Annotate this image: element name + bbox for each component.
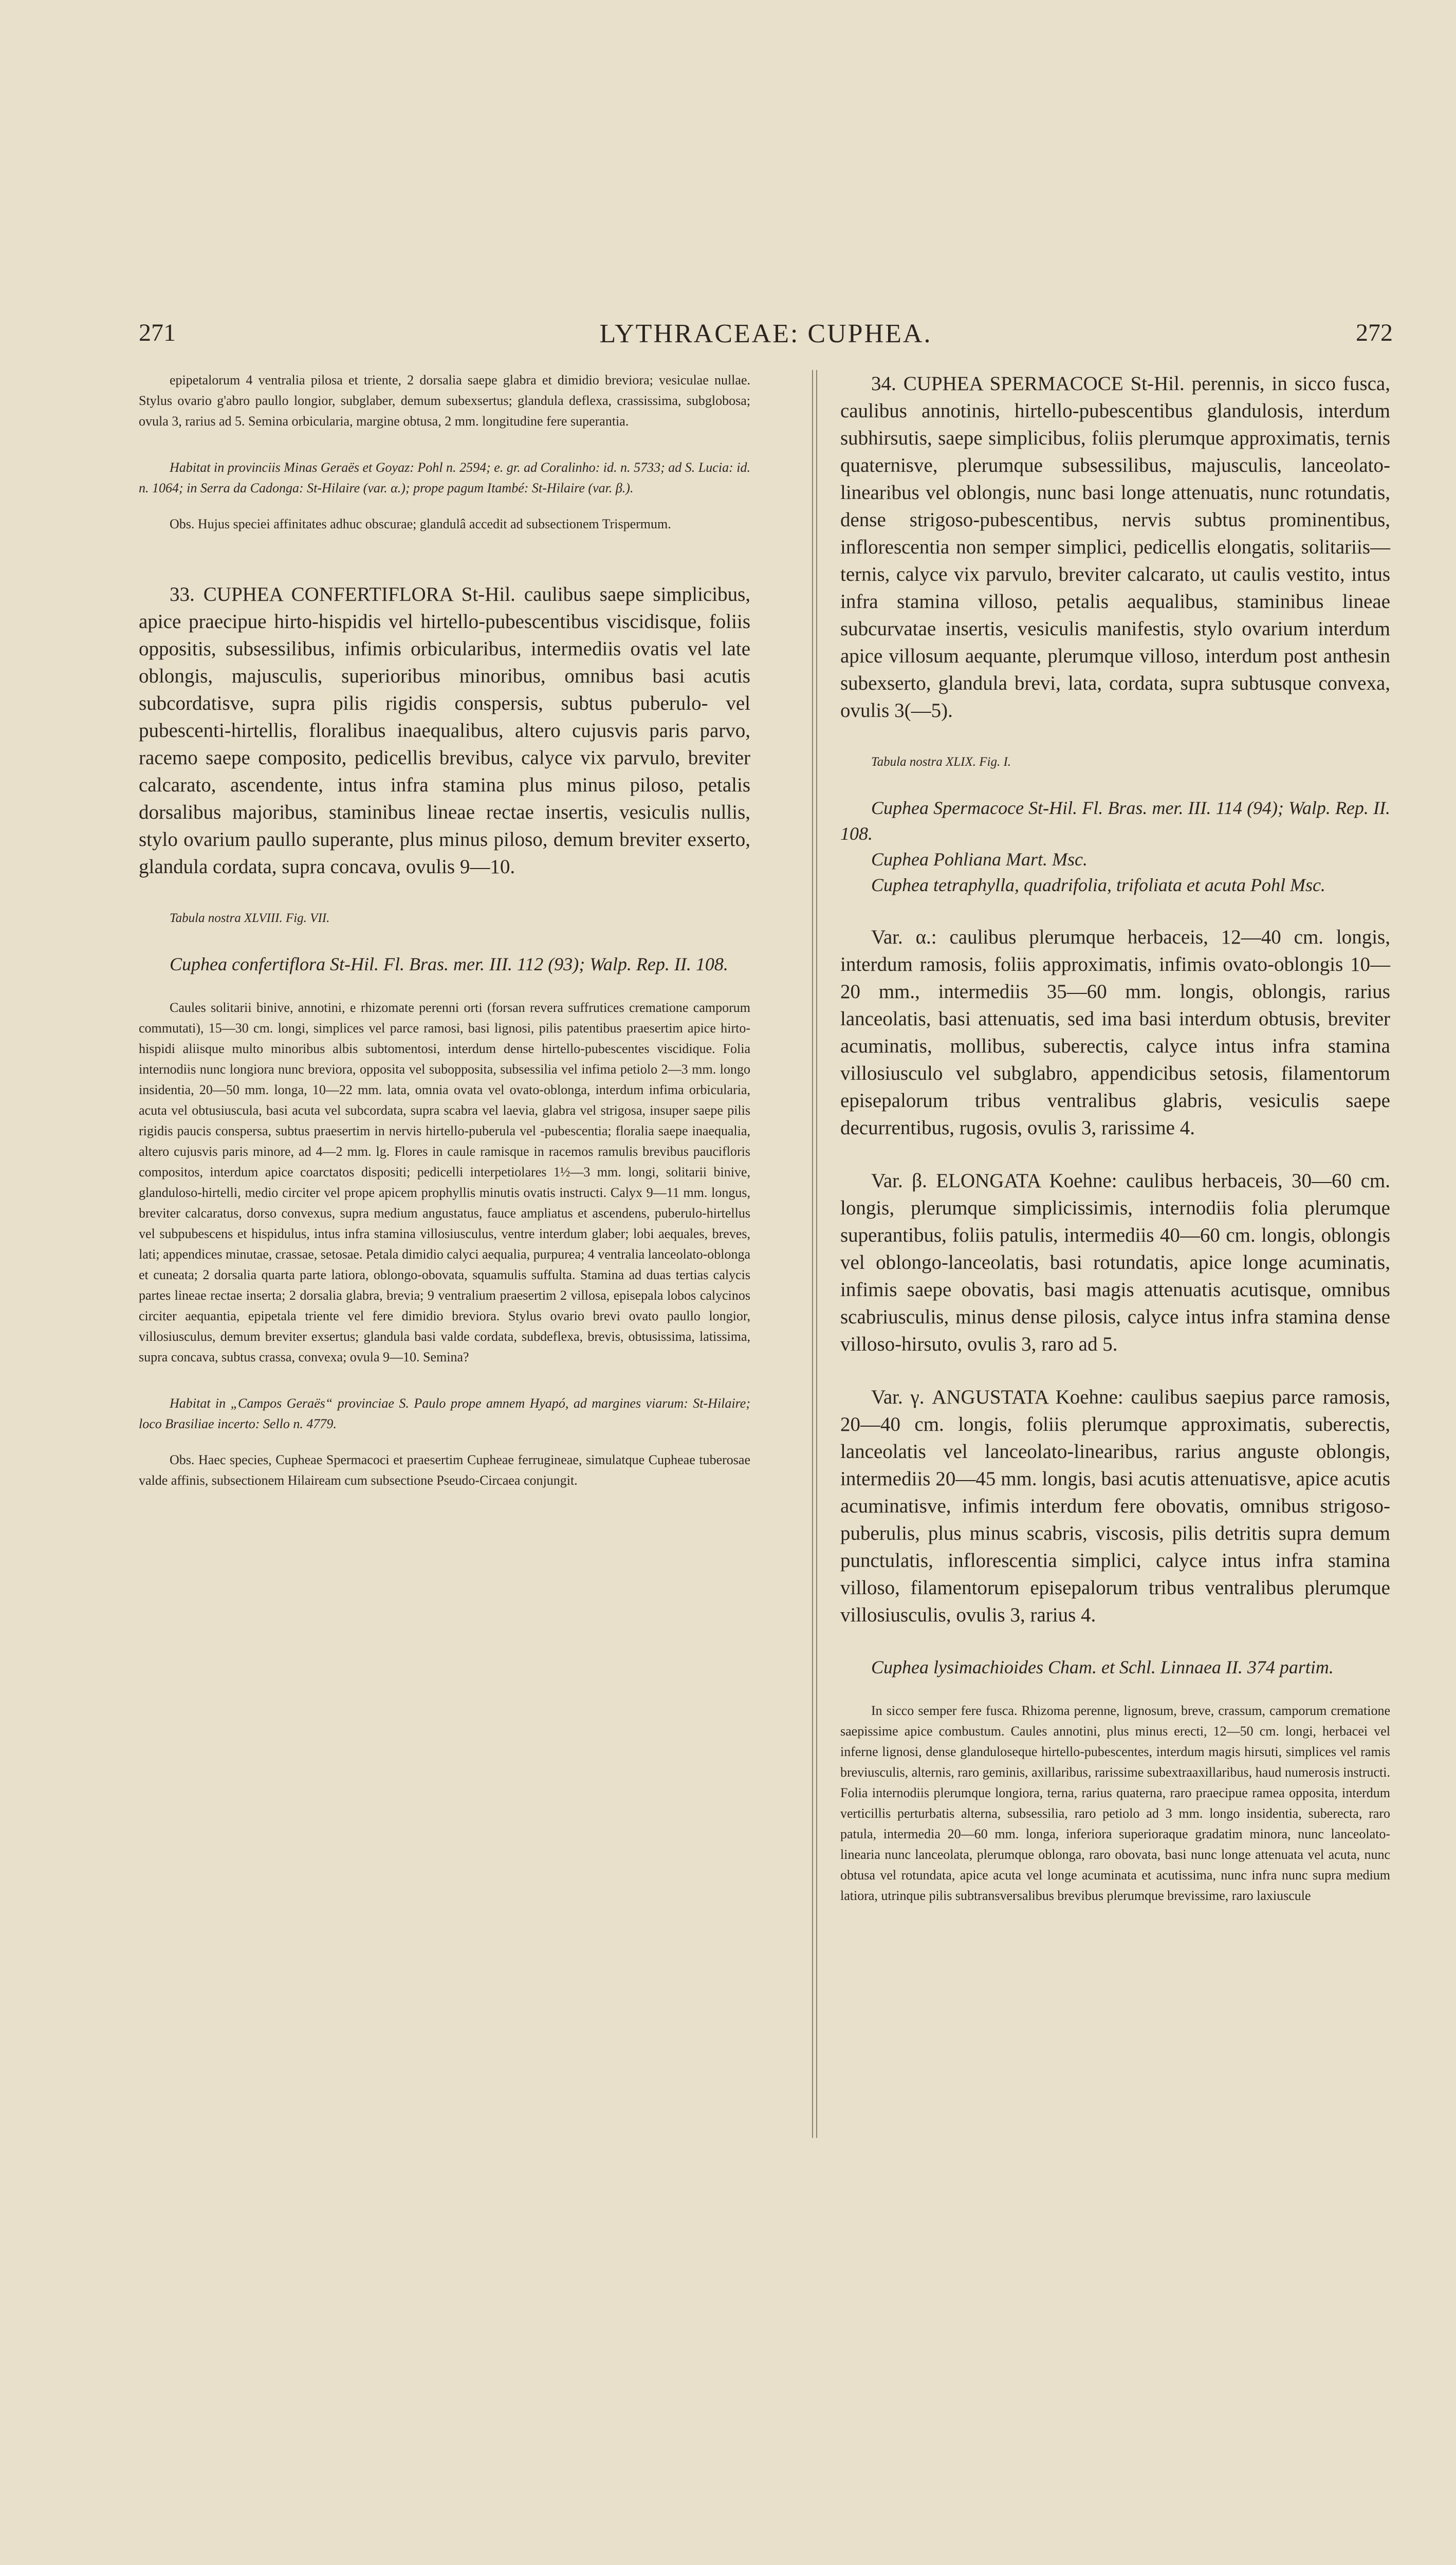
page-header — [139, 319, 1393, 349]
synonym: Cuphea tetraphylla, quadrifolia, trifoliata et acuta Pohl Msc. — [871, 875, 1325, 895]
page-number-left: 271 — [139, 319, 176, 346]
species-33-diagnosis: 33. CUPHEA CONFERTIFLORA St-Hil. caulibus saepe simplicibus, apice praecipue hirto-hispidis vel hirtello-pubescentibus viscidisque, foliis oppositis, subsessilibus, infimis orbicularibus, intermediis ovatis vel late oblongis, majusculis, superioribus minoribus, omnibus basi acutis subcordatisve, supra pilis rigidis conspersis, subtus puberulo- vel pubescenti-hirtellis, floralibus inaequalibus, altero cujusvis paris parvo, racemo saepe composito, pedicellis brevibus, calyce vix parvulo, breviter calcarato, ascendente, intus infra stamina plus minus piloso, petalis dorsalibus majoribus, staminibus lineae rectae insertis, vesiculis nullis, stylo ovarium paullo superante, plus minus piloso, demum breviter exserto, glandula cordata, supra concava, ovulis 9—10. — [139, 583, 750, 878]
variety-alpha: Var. α.: caulibus plerumque herbaceis, 12—40 cm. longis, interdum ramosis, foliis approximatis, infimis ovato-oblongis 10—20 mm., intermediis 35—60 mm. longis, oblongis, rarius lanceolatis, basi attenuatis, sed ima basi interdum obtusis, breviter acuminatis, mollibus, suberectis, calyce intus infra stamina villosiusculo vel subglabro, appendicibus setosis, filamentorum episepalorum tribus ventralibus glabris, vesiculis saepe decurrentibus, rugosis, ovulis 3, rarissime 4. — [840, 926, 1390, 1139]
habitat-paragraph: Habitat in provinciis Minas Geraës et Goyaz: Pohl n. 2594; e. gr. ad Coralinho: id. n. 5733; ad S. Lucia: id. n. 1064; in Serra da Cadonga: St-Hilaire (var. α.); prope pagum Itambé: St-Hilaire (var. β.). — [139, 460, 750, 495]
description-paragraph: In sicco semper fere fusca. Rhizoma perenne, lignosum, breve, crassum, camporum crematione saepissime apice combustum. Caules annotini, plus minus erecti, 12—50 cm. longi, herbacei vel inferne lignosi, dense glanduloseque hirtello-pubescentes, interdum magis hirsuti, simplices vel ramis breviusculis, alternis, raro geminis, axillaribus, rarissime subextraaxillaribus, haud numerosis instructi. Folia internodiis plerumque longiora, terna, rarius quaterna, raro praecipue ramea opposita, interdum verticillis perturbatis alterna, subsessilia, raro petiolo ad 3 mm. longo insidentia, suberecta, raro patula, intermedia 20—60 mm. longa, inferiora superioraque gradatim minora, nunc lanceolato-linearia nunc lanceolata, plerumque oblonga, raro obovata, basi nunc longe attenuata vel acuta, nunc obtusa vel rotundata, apice acuta vel longe acuminata et acutissima, nunc infra nunc supra medium latiora, utrinque pilis subtransversalibus brevibus plerumque brevissime, raro laxiuscule — [840, 1703, 1390, 1903]
observation-paragraph: Obs. Hujus speciei affinitates adhuc obscurae; glandulâ accedit ad subsectionem Trispermum. — [170, 516, 671, 531]
synonym: Cuphea Pohliana Mart. Msc. — [871, 849, 1088, 870]
habitat-paragraph: Habitat in „Campos Geraës“ provinciae S. Paulo prope amnem Hyapó, ad margines viarum: St-Hilaire; loco Brasiliae incerto: Sello n. 4779. — [139, 1396, 750, 1431]
plate-reference: Tabula nostra XLVIII. Fig. VII. — [170, 911, 330, 925]
synonym: Cuphea confertiflora St-Hil. Fl. Bras. mer. III. 112 (93); Walp. Rep. II. 108. — [170, 954, 728, 974]
observation-paragraph: Obs. Haec species, Cupheae Spermacoci et praesertim Cupheae ferrugineae, simulatque Cupheae tuberosae valde affinis, subsectionem Hilaiream cum subsectione Pseudo-Circaea conjungit. — [139, 1452, 750, 1488]
intro-paragraph: epipetalorum 4 ventralia pilosa et triente, 2 dorsalia saepe glabra et dimidio breviora; vesiculae nullae. Stylus ovario g'abro paullo longior, subglaber, demum subexsertus; glandula deflexa, crassissima, subglobosa; ovula 3, rarius ad 5. Semina orbicularia, margine obtusa, 2 mm. longitudine fere superantia. — [139, 373, 750, 429]
column-divider — [812, 370, 817, 2138]
synonym: Cuphea Spermacoce St-Hil. Fl. Bras. mer. III. 114 (94); Walp. Rep. II. 108. — [840, 798, 1390, 844]
species-34-diagnosis: 34. CUPHEA SPERMACOCE St-Hil. perennis, in sicco fusca, caulibus annotinis, hirtello-pubescentibus glandulosis, interdum subhirsutis, saepe simplicibus, foliis plerumque approximatis, ternis quaternisve, plerumque subsessilibus, majusculis, lanceolato-linearibus vel oblongis, nunc basi longe attenuatis, nunc rotundatis, dense strigoso-pubescentibus, nervis subtus prominentibus, inflorescentia non semper simplici, pedicellis elongatis, solitariis—ternis, calyce vix parvulo, breviter calcarato, ut caulis vestito, intus infra stamina villoso, petalis aequalibus, staminibus lineae subcurvatae insertis, vesiculis manifestis, stylo ovarium interdum apice villosum aequante, plerumque villoso, interdum post anthesin subexserto, glandula brevi, lata, cordata, supra subtusque convexa, ovulis 3(—5). — [840, 373, 1390, 722]
right-column — [840, 370, 1390, 1906]
synonym: Cuphea lysimachioides Cham. et Schl. Linnaea II. 374 partim. — [871, 1657, 1334, 1677]
description-paragraph: Caules solitarii binive, annotini, e rhizomate perenni orti (forsan revera suffrutices crematione camporum commutati), 15—30 cm. longi, simplices vel parce ramosi, basi lignosi, pilis patentibus praesertim apice hirto-hispidi aliisque multo minoribus albis subtomentosi, interdum dense hirtello-pubescentes viscidique. Folia internodiis nunc longiora nunc breviora, opposita vel subopposita, subsessilia vel infima petiolo 2—3 mm. longo insidentia, 20—50 mm. longa, 10—22 mm. lata, omnia ovata vel ovato-oblonga, interdum infima orbicularia, acuta vel obtusiuscula, basi acuta vel subcordata, supra scabra vel laevia, glabra vel strigosa, insuper saepe pilis rigidis paucis conspersa, subtus praesertim in nervis hirtello-puberula vel -pubescentia; floralia saepe inaequalia, altero cujusvis paris minore, ad 4—2 mm. lg. Flores in caule ramisque in racemos ramulis brevibus paucifloris compositos, interdum apice coarctatos dispositi; pedicelli interpetiolares 1½—3 mm. longi, solitarii binive, glanduloso-hirtelli, medio circiter vel prope apicem prophyllis minutis ovatis instructi. Calyx 9—11 mm. longus, breviter calcaratus, dorso convexus, supra medium angustatus, fauce ampliatus et ascendens, puberulo-hirtellus vel subpubescens et hispidulus, intus infra stamina villosiusculus, ventre interdum glaber; lobi aequales, breves, lati; appendices minutae, crassae, setosae. Petala dimidio calyci aequalia, purpurea; 4 ventralia lanceolato-oblonga et cuneata; 2 dorsalia quarta parte latiora, oblongo-obovata, squamulis suffulta. Stamina ad duas tertias calycis partes lineae rectae inserta; 2 dorsalia glabra, brevia; 9 ventralium praesertim 2 villosa, episepala lobos calycinos circiter aequantia, epipetala triente vel fere dimidio breviora. Stylus ovario brevi ovato paullo longior, villosiusculus, demum breviter exsertus; glandula basi valde cordata, subdeflexa, brevis, obtusissima, latissima, supra concava, subtus crassa, convexa; ovula 9—10. Semina? — [139, 1000, 750, 1364]
page-number-right: 272 — [1356, 319, 1393, 346]
plate-reference: Tabula nostra XLIX. Fig. I. — [871, 755, 1011, 769]
left-column — [139, 370, 750, 1491]
variety-gamma: Var. γ. ANGUSTATA Koehne: caulibus saepius parce ramosis, 20—40 cm. longis, foliis plerumque approximatis, suberectis, lanceolatis vel lanceolato-linearibus, rarius anguste oblongis, intermediis 20—45 mm. longis, basi acutis attenuatisve, apice acutis acuminatisve, infimis interdum fere obovatis, omnibus strigoso-puberulis, plus minus scabris, viscosis, pilis detritis supra demum punctulatis, inflorescentia simplici, calyce intus infra stamina villoso, filamentorum episepalorum tribus ventralibus plerumque villosiusculis, ovulis 3, rarius 4. — [840, 1386, 1390, 1626]
running-title: LYTHRACEAE: CUPHEA. — [599, 319, 932, 348]
variety-beta: Var. β. ELONGATA Koehne: caulibus herbaceis, 30—60 cm. longis, plerumque simplicissimis, internodiis folia plerumque superantibus, foliis patulis, intermediis 40—60 cm. longis, oblongis vel oblongo-lanceolatis, basi rotundatis, apice longe acuminatis, infimis saepe obovatis, basi magis attenuatis acutisque, omnibus scabriusculis, minus dense pilosis, calyce intus infra stamina dense villoso-hirsuto, ovulis 3, raro ad 5. — [840, 1170, 1390, 1355]
